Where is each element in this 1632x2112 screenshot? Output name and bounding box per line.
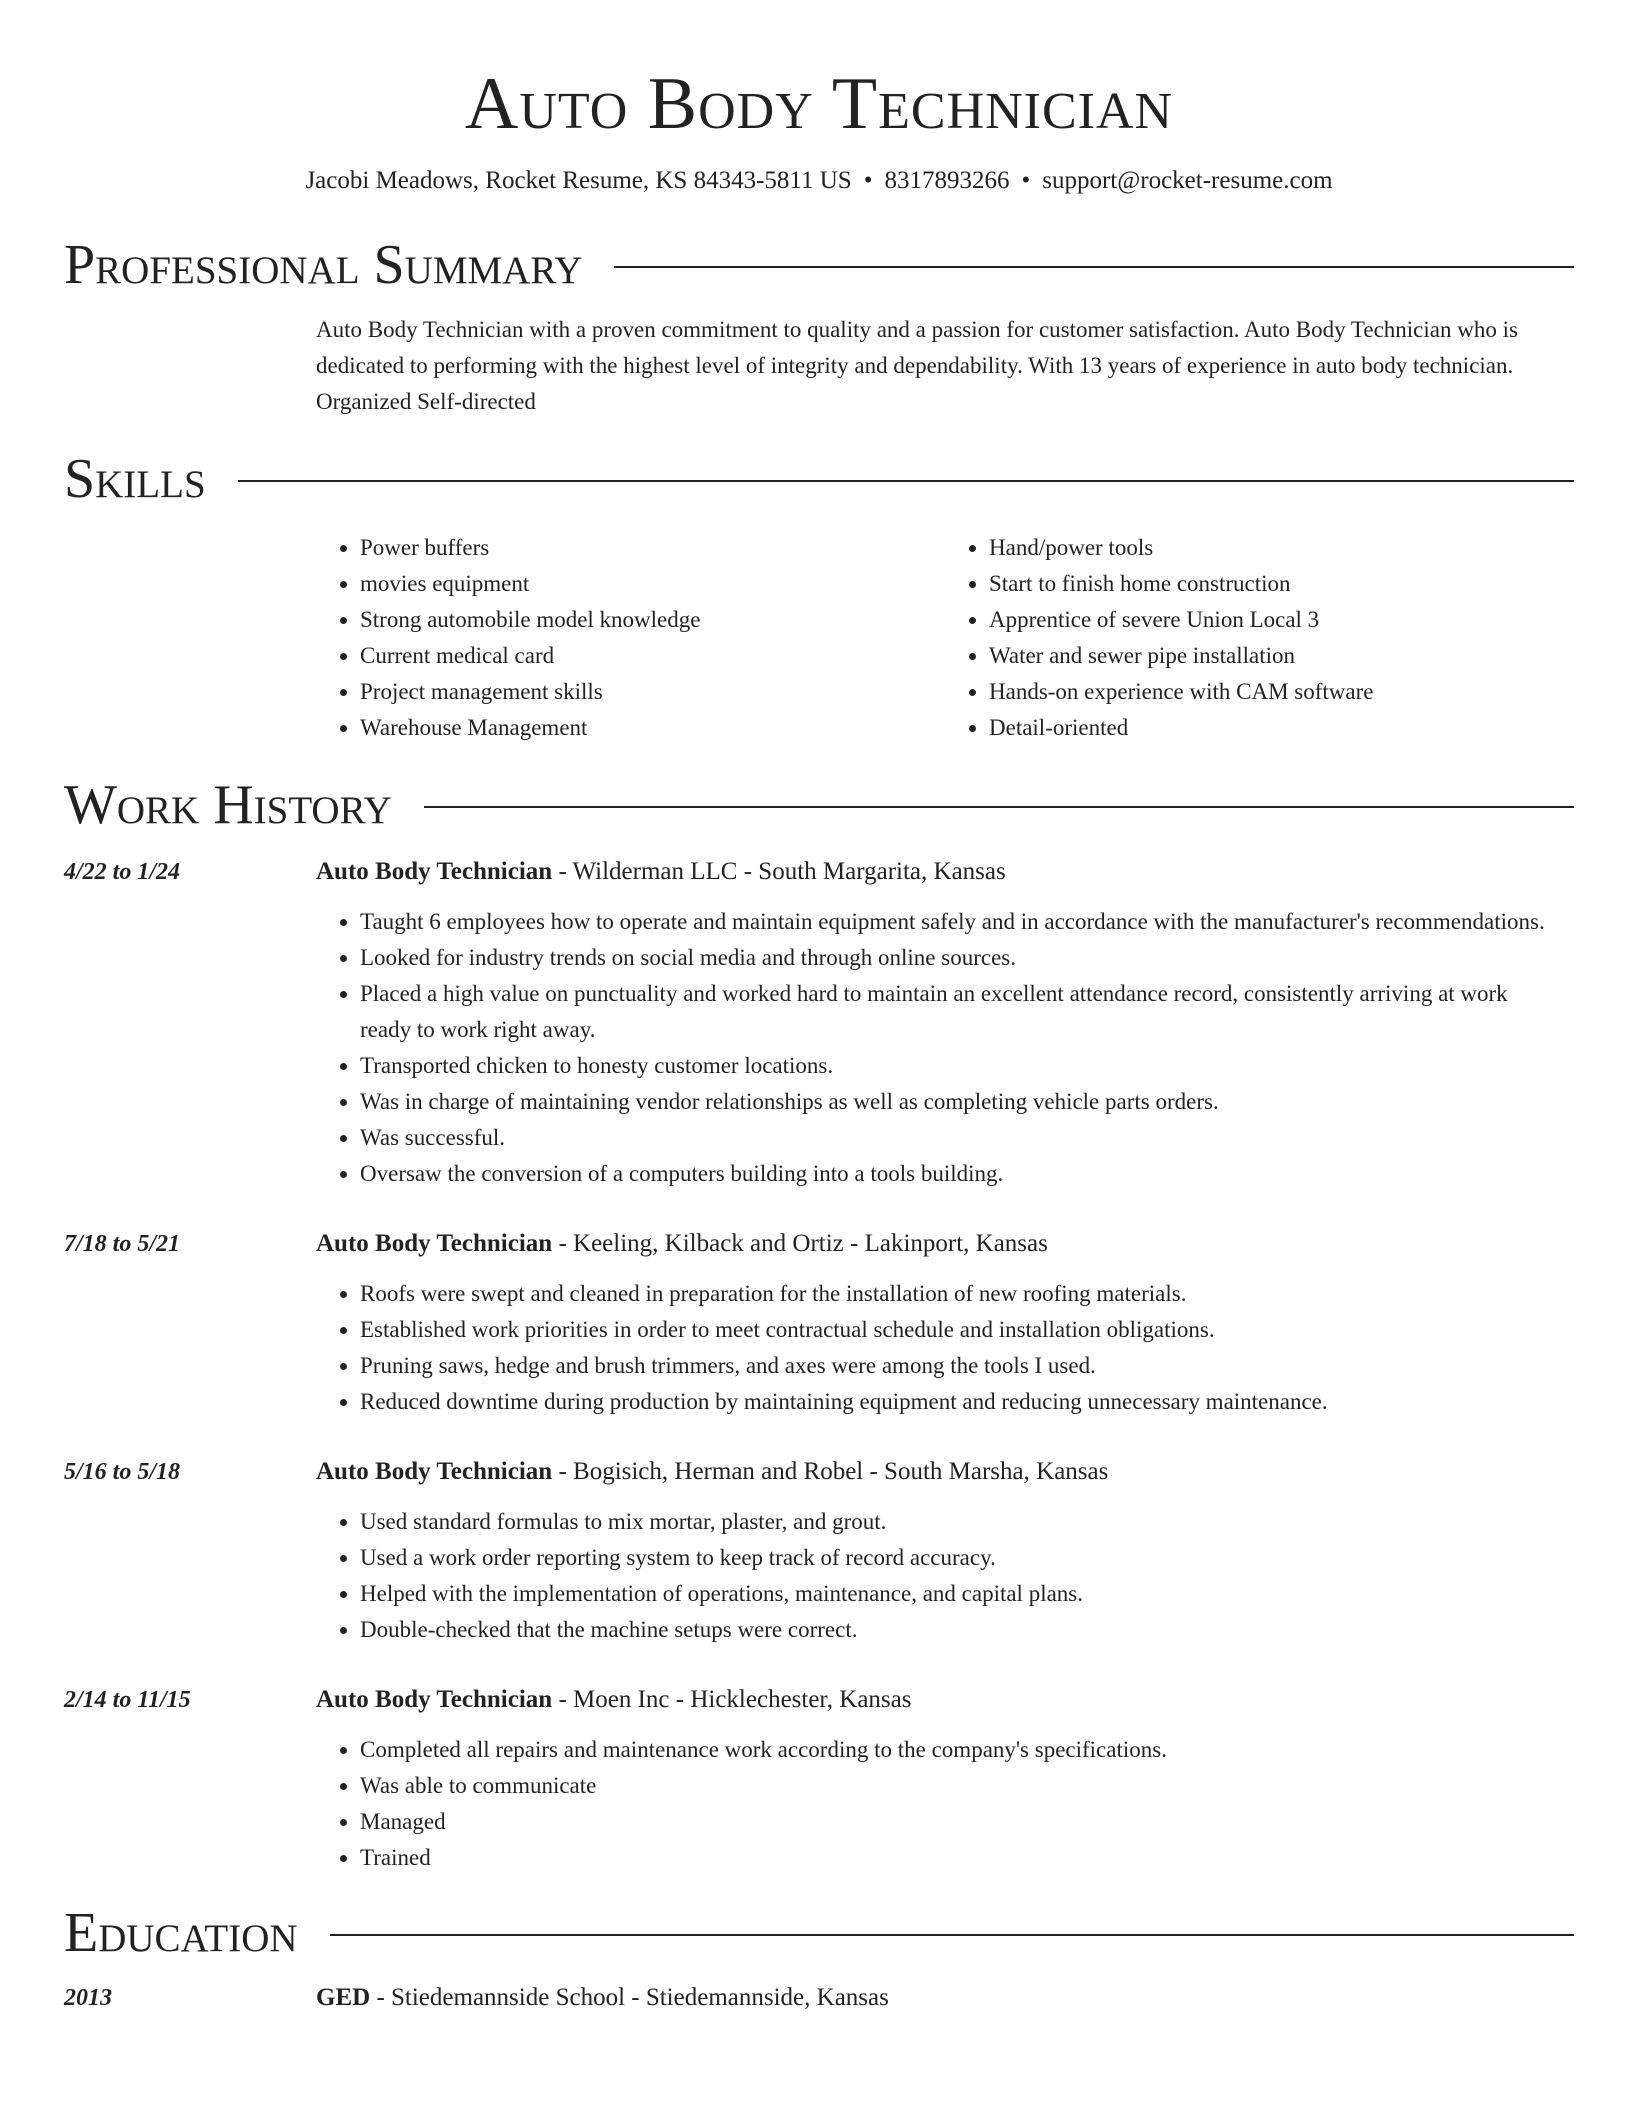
education-entry	[64, 1980, 1574, 2016]
skills-column-right	[945, 530, 1574, 746]
contact-phone: 8317893266	[884, 167, 1010, 194]
job-employer: - Moen Inc - Hicklechester, Kansas	[552, 1686, 912, 1713]
contact-address: Jacobi Meadows, Rocket Resume, KS 84343-5811 US	[305, 167, 852, 194]
job-bullet: • Was in charge of maintaining vendor relationships as well as completing vehicle parts orders.	[360, 1084, 1574, 1120]
section-rule	[238, 480, 1574, 482]
section-rule	[614, 266, 1574, 268]
job-bullets	[316, 1504, 1574, 1648]
skill-item: • Warehouse Management	[360, 710, 945, 746]
skill-item: • Current medical card	[360, 638, 945, 674]
skill-item: • Strong automobile model knowledge	[360, 602, 945, 638]
job-body	[316, 1226, 1574, 1420]
job-bullet: • Double-checked that the machine setups were correct.	[360, 1612, 1574, 1648]
job-dates: 2/14 to 11/15	[64, 1687, 191, 1713]
job-entry	[64, 854, 1574, 1192]
job-dates: 5/16 to 5/18	[64, 1459, 181, 1485]
job-dates: 4/22 to 1/24	[64, 859, 181, 885]
resume-title: Auto Body Technician	[464, 63, 1174, 145]
skills-list	[316, 530, 1574, 746]
job-bullet: • Helped with the implementation of operations, maintenance, and capital plans.	[360, 1576, 1574, 1612]
skill-item: • Hand/power tools	[989, 530, 1574, 566]
skill-item: • Power buffers	[360, 530, 945, 566]
section-rule	[424, 806, 1574, 808]
job-bullet: • Pruning saws, hedge and brush trimmers, and axes were among the tools I used.	[360, 1348, 1574, 1384]
job-bullet: • Oversaw the conversion of a computers building into a tools building.	[360, 1156, 1574, 1192]
job-role: Auto Body Technician	[316, 1458, 553, 1485]
job-bullet: • Used standard formulas to mix mortar, plaster, and grout.	[360, 1504, 1574, 1540]
work-history-list	[64, 854, 1574, 1876]
job-entry	[64, 1454, 1574, 1648]
contact-line	[64, 164, 1574, 198]
job-entry	[64, 1682, 1574, 1876]
resume-page	[64, 0, 1574, 2016]
skill-item: • Detail-oriented	[989, 710, 1574, 746]
job-role: Auto Body Technician	[316, 1230, 553, 1257]
section-rule	[330, 1934, 1574, 1936]
job-entry	[64, 1226, 1574, 1420]
job-bullet: • Established work priorities in order to meet contractual schedule and installation obligations.	[360, 1312, 1574, 1348]
job-bullet: • Placed a high value on punctuality and worked hard to maintain an excellent attendance record, consistently arriving at work ready to work right away.	[360, 976, 1574, 1048]
job-role: Auto Body Technician	[316, 1686, 553, 1713]
job-bullet: • Looked for industry trends on social media and through online sources.	[360, 940, 1574, 976]
skill-item: • Apprentice of severe Union Local 3	[989, 602, 1574, 638]
job-role: Auto Body Technician	[316, 858, 553, 885]
section-header-education	[64, 1900, 1574, 1966]
job-title-line	[316, 1682, 1574, 1718]
job-title-line	[316, 1226, 1574, 1262]
job-employer: - Keeling, Kilback and Ortiz - Lakinport, Kansas	[552, 1230, 1048, 1257]
job-bullets	[316, 1732, 1574, 1876]
section-title-education: Education	[64, 1902, 298, 1964]
section-title-summary: Professional Summary	[64, 234, 583, 296]
job-bullet: • Managed	[360, 1804, 1574, 1840]
job-bullet: • Reduced downtime during production by maintaining equipment and reducing unnecessary maintenance.	[360, 1384, 1574, 1420]
job-bullet: • Was successful.	[360, 1120, 1574, 1156]
job-employer: - Wilderman LLC - South Margarita, Kansas	[552, 858, 1006, 885]
job-bullets	[316, 1276, 1574, 1420]
summary-text: Auto Body Technician with a proven commitment to quality and a passion for customer satisfaction. Auto Body Technician who is dedicated to performing with the highest level of integrity and dependability. With 13 years of experience in auto body technician. Organized Self-directed	[316, 317, 1518, 414]
job-bullet: • Taught 6 employees how to operate and maintain equipment safely and in accordance with the manufacturer's recommendations.	[360, 904, 1574, 940]
skill-item: • Project management skills	[360, 674, 945, 710]
section-header-skills	[64, 446, 1574, 512]
education-year: 2013	[64, 1985, 112, 2011]
job-body	[316, 1454, 1574, 1648]
education-school: - Stiedemannside School - Stiedemannside, Kansas	[370, 1984, 889, 2011]
job-bullet: • Used a work order reporting system to keep track of record accuracy.	[360, 1540, 1574, 1576]
skill-item: • Start to finish home construction	[989, 566, 1574, 602]
section-header-summary	[64, 232, 1574, 298]
contact-separator: •	[863, 167, 873, 194]
job-bullet: • Trained	[360, 1840, 1574, 1876]
section-title-work-history: Work History	[64, 774, 392, 836]
education-degree: GED	[316, 1984, 371, 2011]
job-dates: 7/18 to 5/21	[64, 1231, 181, 1257]
job-bullets	[316, 904, 1574, 1192]
skill-item: • Hands-on experience with CAM software	[989, 674, 1574, 710]
job-body	[316, 854, 1574, 1192]
job-title-line	[316, 1454, 1574, 1490]
section-header-work-history	[64, 772, 1574, 838]
contact-email: support@rocket-resume.com	[1042, 167, 1333, 194]
section-title-skills: Skills	[64, 448, 206, 510]
job-title-line	[316, 854, 1574, 890]
contact-separator: •	[1021, 167, 1031, 194]
skill-item: • Water and sewer pipe installation	[989, 638, 1574, 674]
job-body	[316, 1682, 1574, 1876]
skill-item: • movies equipment	[360, 566, 945, 602]
job-bullet: • Transported chicken to honesty customer locations.	[360, 1048, 1574, 1084]
skills-column-left	[316, 530, 945, 746]
job-bullet: • Roofs were swept and cleaned in preparation for the installation of new roofing materials.	[360, 1276, 1574, 1312]
job-employer: - Bogisich, Herman and Robel - South Marsha, Kansas	[552, 1458, 1109, 1485]
job-bullet: • Was able to communicate	[360, 1768, 1574, 1804]
job-bullet: • Completed all repairs and maintenance work according to the company's specifications.	[360, 1732, 1574, 1768]
education-line	[316, 1980, 889, 2016]
